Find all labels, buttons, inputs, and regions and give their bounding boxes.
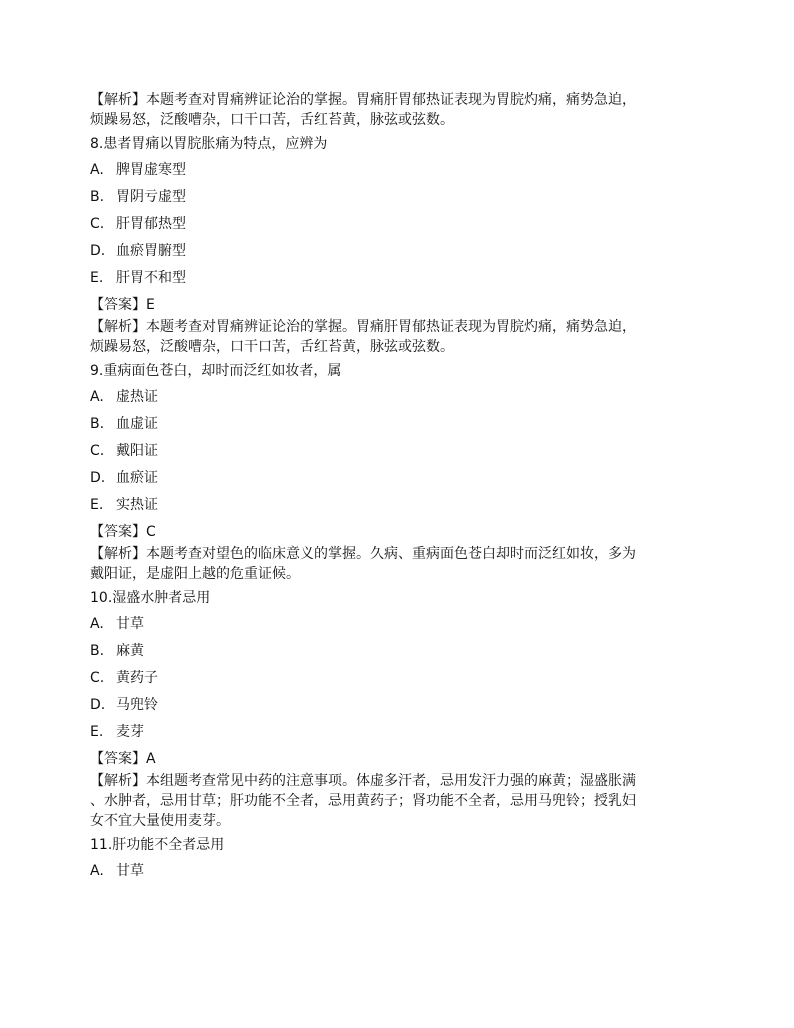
analysis-line: 【解析】本组题考查常见中药的注意事项。体虚多汗者，忌用发汗力强的麻黄；湿盛胀满 [90,773,636,789]
answer-option [90,861,710,881]
option-text: 实热证 [116,497,158,513]
answer-option [90,668,710,688]
option-letter: D. [90,243,106,259]
option-letter: C. [90,670,105,686]
answer-option [90,414,710,434]
option-letter: B. [90,643,105,659]
option-text: 马兜铃 [116,697,158,713]
analysis-paragraph [90,544,710,584]
analysis-paragraph [90,90,710,130]
answer-key: 【答案】A [90,751,156,767]
answer-option [90,695,710,715]
answer-key: 【答案】E [90,297,155,313]
analysis-line: 女不宜大量使用麦芽。 [90,813,230,829]
answer-option [90,241,710,261]
analysis-paragraph [90,317,710,357]
analysis-line: 、水肿者，忌用甘草；肝功能不全者，忌用黄药子；肾功能不全者，忌用马兜铃；授乳妇 [90,793,636,809]
option-letter: A. [90,616,104,632]
option-text: 麦芽 [116,724,144,740]
option-text: 甘草 [116,863,144,879]
option-letter: B. [90,416,105,432]
option-text: 甘草 [116,616,144,632]
answer-option [90,160,710,180]
option-text: 戴阳证 [116,443,158,459]
answer-option [90,214,710,234]
question-stem: 9.重病面色苍白，却时而泛红如妆者，属 [90,363,342,379]
option-letter: D. [90,697,106,713]
option-letter: E. [90,724,104,740]
option-letter: E. [90,270,104,286]
question-stem: 8.患者胃痛以胃脘胀痛为特点，应辨为 [90,136,328,152]
document-page [90,90,710,888]
option-letter: A. [90,389,104,405]
option-text: 肝胃不和型 [116,270,186,286]
analysis-line: 【解析】本题考查对胃痛辨证论治的掌握。胃痛肝胃郁热证表现为胃脘灼痛，痛势急迫， [90,92,636,108]
option-text: 血瘀胃腑型 [116,243,186,259]
answer-option [90,722,710,742]
option-letter: D. [90,470,106,486]
option-text: 血虚证 [116,416,158,432]
answer-option [90,495,710,515]
answer-option [90,268,710,288]
analysis-paragraph [90,771,710,831]
answer-option [90,441,710,461]
analysis-line: 烦躁易怒，泛酸嘈杂，口干口苦，舌红苔黄，脉弦或弦数。 [90,339,454,355]
option-text: 黄药子 [116,670,158,686]
answer-option [90,614,710,634]
question-stem: 11.肝功能不全者忌用 [90,837,225,853]
analysis-line: 【解析】本题考查对望色的临床意义的掌握。久病、重病面色苍白却时而泛红如妆，多为 [90,546,636,562]
answer-option [90,468,710,488]
option-text: 血瘀证 [116,470,158,486]
option-text: 脾胃虚寒型 [116,162,186,178]
analysis-line: 烦躁易怒，泛酸嘈杂，口干口苦，舌红苔黄，脉弦或弦数。 [90,112,454,128]
option-letter: A. [90,162,104,178]
option-letter: E. [90,497,104,513]
answer-option [90,641,710,661]
option-letter: B. [90,189,105,205]
answer-option [90,387,710,407]
option-text: 肝胃郁热型 [116,216,186,232]
option-text: 胃阴亏虚型 [116,189,186,205]
question-stem: 10.湿盛水肿者忌用 [90,590,211,606]
option-text: 虚热证 [116,389,158,405]
analysis-line: 戴阳证，是虚阳上越的危重证候。 [90,566,300,582]
option-text: 麻黄 [116,643,144,659]
option-letter: C. [90,443,105,459]
option-letter: A. [90,863,104,879]
answer-key: 【答案】C [90,524,156,540]
option-letter: C. [90,216,105,232]
analysis-line: 【解析】本题考查对胃痛辨证论治的掌握。胃痛肝胃郁热证表现为胃脘灼痛，痛势急迫， [90,319,636,335]
answer-option [90,187,710,207]
